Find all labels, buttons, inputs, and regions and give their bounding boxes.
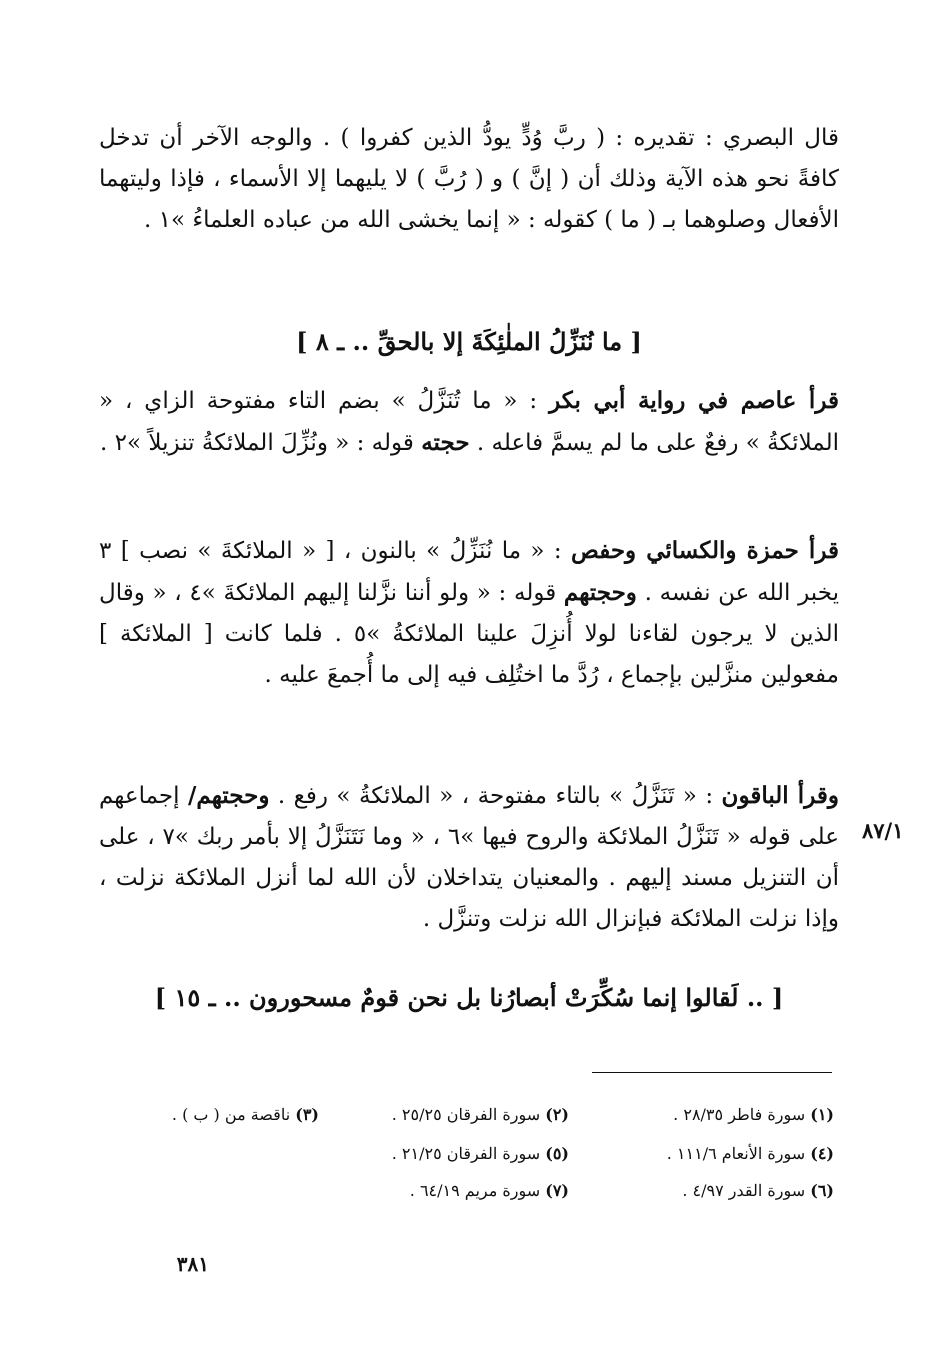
verse-heading-15: [ .. لَقالوا إنما سُكِّرَتْ أبصارُنا بل نحن قومٌ مسحورون .. ـ ١٥ ] (154, 983, 784, 1012)
verse-heading-8: [ ما نُنَزِّلُ الملٰئِكَةَ إلا بالحقِّ .. ـ ٨ ] (296, 327, 642, 356)
paragraph-1 (99, 118, 839, 241)
paragraph-2: قرأ عاصم في رواية أبي بكر : « ما تُنَزَّلُ » بضم التاء مفتوحة الزاي ، « الملائكةُ » رفعٌ على ما لم يسمَّ فاعله . حجته قوله : « ونُزِّلَ الملائكةُ تنزيلاً »٢ . (99, 387, 839, 456)
footnote-1: (١) سورة فاطر ٢٨/٣٥ . (673, 1105, 834, 1124)
footnote-2: (٢) سورة الفرقان ٢٥/٢٥ . (391, 1105, 569, 1124)
page-number: ٣٨١ (176, 1252, 209, 1276)
paragraph-4: وقرأ الباقون : « تَنَزَّلُ » بالتاء مفتوحة ، « الملائكةُ » رفع . وحجتهم/ إجماعهم على قوله « تَنَزَّلُ الملائكة والروح فيها »٦ ، « وما نَتَنَزَّلُ إلا بأمر ربك »٧ ، على أن التنزيل مسند إليهم . والمعنيان يتداخلان لأن الله لما أنزل الملائكة نزلت ، وإذا نزلت الملائكة فبإنزال الله نزلت وتنزَّل . (99, 782, 839, 932)
footnote-5: (٥) سورة الفرقان ٢١/٢٥ . (391, 1144, 569, 1163)
footnote-6: (٦) سورة القدر ٤/٩٧ . (682, 1181, 834, 1200)
paragraph-1-text: قال البصري : تقديره : ( ربَّ وُدٍّ يودُّ الذين كفروا ) . والوجه الآخر أن تدخل كافةً نحو هذه الآية وذلك أن ( إنَّ ) و ( رُبَّ ) لا يليهما إلا الأسماء ، فإذا وليتهما الأفعال وصلوهما بـ ( ما ) كقوله : « إنما يخشى الله من عباده العلماءُ »١ . (99, 125, 839, 233)
paragraph-3: قرأ حمزة والكسائي وحفص : « ما نُنَزِّلُ » بالنون ، [ « الملائكةَ » نصب ] ٣ يخبر الله عن نفسه . وحجتهم قوله : « ولو أننا نزَّلنا إليهم الملائكةَ »٤ ، « وقال الذين لا يرجون لقاءنا لولا أُنزِلَ علينا الملائكةُ »٥ . فلما كانت [ الملائكة ] مفعولين منزَّلين بإجماع ، رُدَّ ما اختُلِف فيه إلى ما أُجمعَ عليه . (99, 537, 840, 688)
reader-names: وقرأ الباقون (721, 782, 839, 809)
reader-names: قرأ عاصم في رواية أبي بكر (549, 387, 839, 414)
footnote-divider (592, 1072, 832, 1073)
reader-names: قرأ حمزة والكسائي وحفص (571, 537, 840, 564)
margin-reference: ٨٧/١ (862, 818, 904, 843)
footnote-4: (٤) سورة الأنعام ١١١/٦ . (666, 1144, 834, 1163)
footnote-3: (٣) ناقصة من ( ب ) . (171, 1105, 319, 1124)
footnote-7: (٧) سورة مريم ٦٤/١٩ . (409, 1181, 569, 1200)
